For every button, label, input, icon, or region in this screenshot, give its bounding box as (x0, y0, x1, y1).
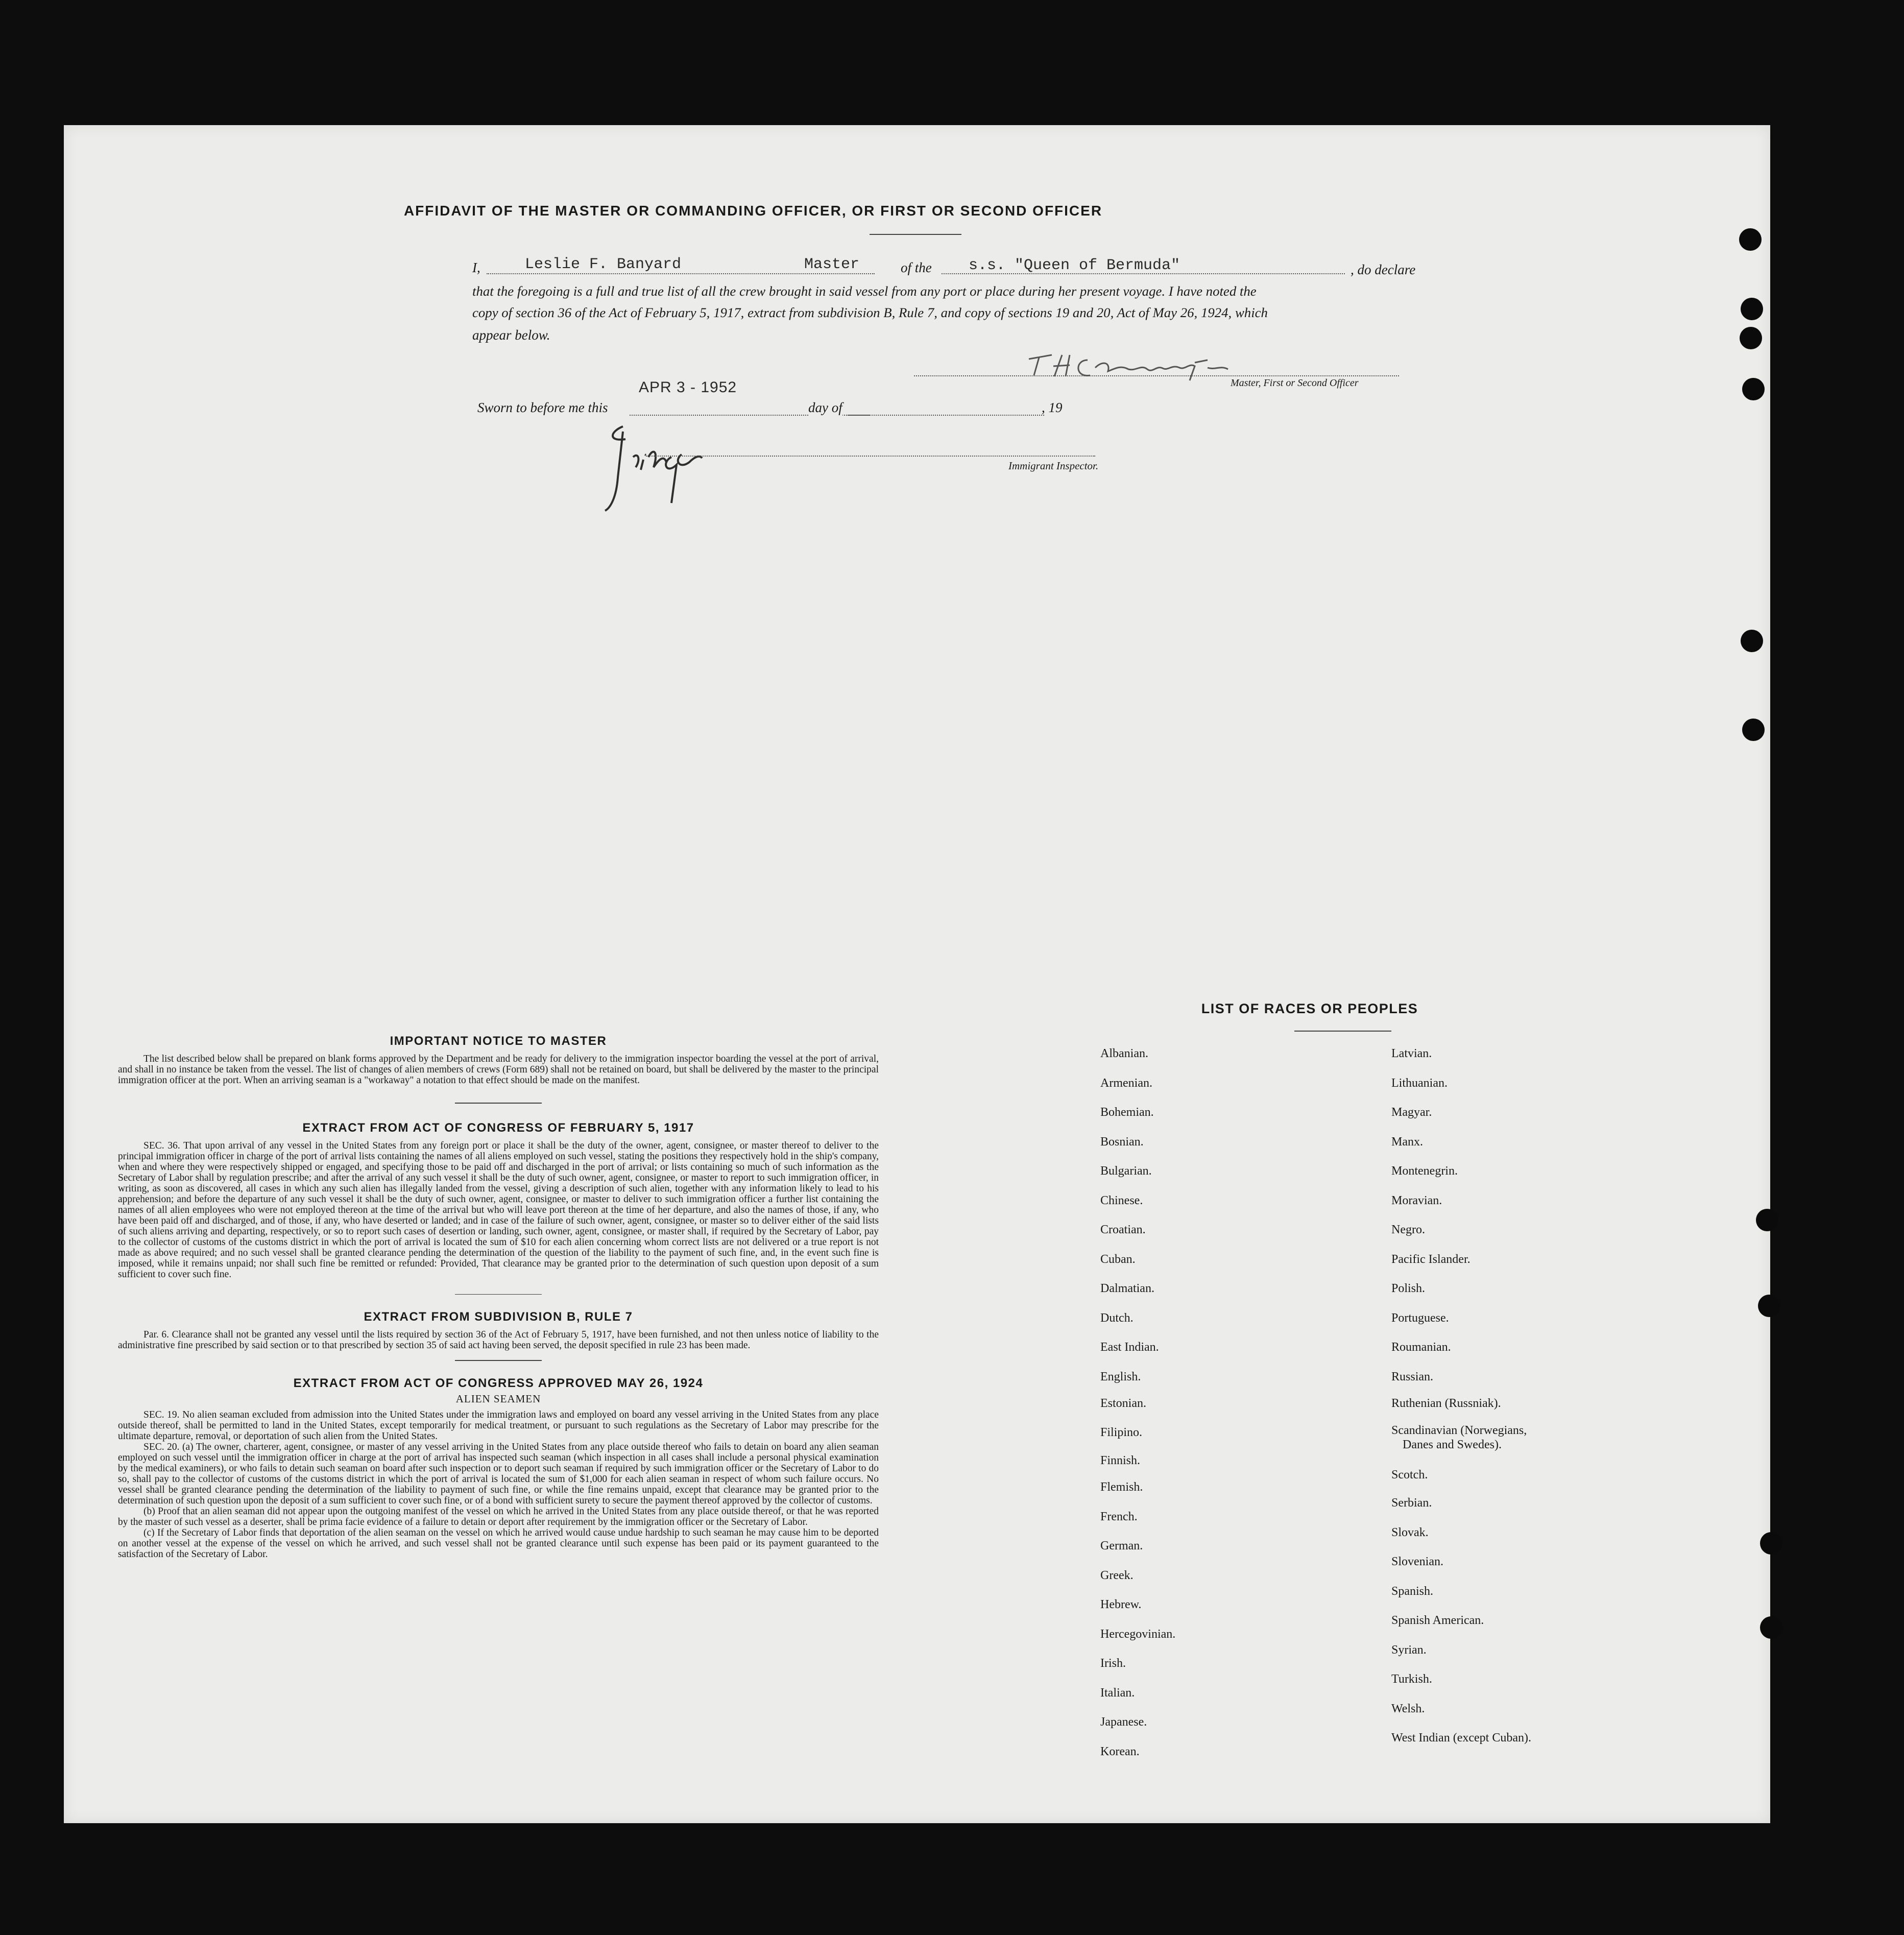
race-item: Russian. (1391, 1370, 1434, 1383)
master-name: Leslie F. Banyard (525, 256, 682, 273)
race-item: Latvian. (1391, 1047, 1432, 1060)
alien-seamen-subheading: ALIEN SEAMEN (455, 1392, 541, 1405)
race-item: Bosnian. (1100, 1135, 1144, 1149)
race-item: Danes and Swedes). (1403, 1438, 1502, 1451)
race-item: Scandinavian (Norwegians, (1391, 1424, 1527, 1437)
sec-20c-text: (c) If the Secretary of Labor finds that deportation of the alien seaman on the vessel on which he arrived would cause undue hardship to such seaman he may cause him to be deported on another vessel at the expense of the vessel on which he arrived, and such vessel shall not be granted clearance until such expense has been paid or its payment guaranteed to the satisfaction of the Secretary of Labor. (118, 1527, 879, 1560)
race-item: Moravian. (1391, 1193, 1442, 1207)
master-caption: Master, First or Second Officer (1231, 377, 1359, 389)
races-right-column (1391, 1039, 1531, 1753)
notice-text: The list described below shall be prepared on blank forms approved by the Department and be ready for delivery to the immigration inspector boarding the vessel at the port of arrival, and shall in no instance be taken from the vessel. The list of changes of alien members of crews (Form 689) shall not be retained on board, but shall be delivered by the master to the principal immigration officer at the port. When an arriving seaman is a "workaway" a notation to that effect should be made on the manifest. (118, 1054, 879, 1086)
punch-hole (1742, 378, 1765, 400)
race-item: Bulgarian. (1100, 1164, 1152, 1178)
race-item: Flemish. (1100, 1480, 1143, 1494)
punch-hole (1739, 228, 1762, 251)
race-item: Greek. (1100, 1568, 1134, 1582)
divider (870, 234, 961, 235)
of-the-label: of the (901, 260, 932, 275)
punch-hole (1760, 1532, 1782, 1555)
race-item: Spanish. (1391, 1584, 1434, 1598)
race-item: Negro. (1391, 1223, 1425, 1236)
race-item: Dutch. (1100, 1311, 1134, 1325)
race-item: Lithuanian. (1391, 1076, 1448, 1090)
date-stamp: APR 3 - 1952 (639, 379, 737, 396)
inspector-signature (595, 411, 789, 513)
race-item: Ruthenian (Russniak). (1391, 1396, 1501, 1410)
race-item: Finnish. (1100, 1454, 1141, 1467)
race-item: Pacific Islander. (1391, 1252, 1471, 1266)
sec-20a-text: SEC. 20. (a) The owner, charterer, agent, consignee, or master of any vessel arriving in the United States from any place outside thereof who fails to detain on board any alien seaman employed on such vessel until the immigration officer in charge at the port of arrival has inspected such seaman (which inspection in all cases shall include a personal physical examination by the medical examiners), or who fails to detain such seaman on board after such inspection or to deport such seaman if required by such immigration officer or the Secretary of Labor to do so, shall pay to the collector of customs of the customs district in which the port of arrival is located the sum of $1,000 for each alien seaman in respect of whom such failure occurs. No vessel shall be granted clearance pending the determination of the liability to payment of such fine, or while the fine remains unpaid, except that clearance may be granted prior to the determination of such question upon the deposit of a sum sufficient to cover such fine, or of a bond with sufficient surety to secure the payment thereof approved by the collector of customs. (118, 1441, 879, 1506)
race-item: Syrian. (1391, 1643, 1427, 1657)
race-item: Slovak. (1391, 1525, 1429, 1539)
race-item: Turkish. (1391, 1673, 1432, 1686)
divider (1294, 1031, 1391, 1032)
race-item: Croatian. (1100, 1223, 1146, 1236)
race-item: Roumanian. (1391, 1341, 1451, 1354)
do-declare-label: , do declare (1351, 262, 1416, 277)
race-item: Korean. (1100, 1745, 1140, 1758)
race-item: German. (1100, 1539, 1143, 1552)
punch-hole (1741, 298, 1763, 320)
sworn-month-line (848, 415, 1044, 416)
affidavit-line-3: copy of section 36 of the Act of February 5, 1917, extract from subdivision B, Rule 7, and copy of sections 19 and 20, Act of May 26, 1924, which (472, 305, 1268, 320)
punch-hole (1741, 630, 1763, 652)
race-item: Magyar. (1391, 1106, 1432, 1119)
sec-19-text: SEC. 19. No alien seaman excluded from admission into the United States under the immigration laws and employed on board any vessel arriving in the United States from any place outside thereof, shall be permitted to land in the United States, except temporarily for medical treatment, or pursuant to such regulations as the Secretary of Labor may prescribe for the ultimate departure, removal, or deportation of such alien from the United States. (118, 1409, 879, 1442)
race-item: East Indian. (1100, 1341, 1159, 1354)
divider (455, 1103, 542, 1104)
race-item: Japanese. (1100, 1715, 1147, 1729)
punch-hole (1756, 1209, 1778, 1231)
race-item: Manx. (1391, 1135, 1423, 1149)
vessel-name: s.s. "Queen of Bermuda" (969, 257, 1180, 274)
race-item: Montenegrin. (1391, 1164, 1458, 1178)
race-item: Cuban. (1100, 1252, 1136, 1266)
extract-1917-heading: EXTRACT FROM ACT OF CONGRESS OF FEBRUARY 5, 1917 (302, 1120, 694, 1135)
race-item: Estonian. (1100, 1396, 1146, 1410)
master-rank: Master (804, 256, 860, 273)
day-of-label: day of (808, 397, 842, 418)
notices-column (118, 1034, 879, 1560)
extract-1917-text: SEC. 36. That upon arrival of any vessel in the United States from any foreign port or place it shall be the duty of the owner, agent, consignee, or master thereof to deliver to the principal immigration officer in charge of the port of arrival lists containing the names of all aliens employed on such vessel, stating the positions they respectively hold in the ship's company, when and where they were respectively shipped or engaged, and specifying those to be paid off and discharged in the port of arrival; or lists containing so much of such information as the Secretary of Labor shall by regulation prescribe; and after the arrival of any such vessel it shall be the duty of such owner, agent, consignee, or master to report to such immigration officer, in writing, as soon as discovered, all cases in which any such alien has illegally landed from the vessel, giving a description of such alien, together with any information likely to lead to his apprehension; and before the departure of any such vessel it shall be the duty of such owner, agent, consignee, or master to deliver to such immigration officer a further list containing the names of all alien employees who were not employed thereon at the time of the arrival but who will leave port thereon at the time of her departure, and also the names of those, if any, who have been paid off and discharged, and of those, if any, who have deserted or landed; and in case of the failure of such owner, agent, consignee, or master so to deliver either of the said lists of such aliens arriving and departing, respectively, or so to report such cases of desertion or landing, such owner, agent, consignee, or master shall, if required by the Secretary of Labor, pay to the collector of customs of the customs district in which the port of arrival is located the sum of $10 for each alien concerning whom correct lists are not delivered or a true report is not made as above required; and no such vessel shall be granted clearance pending the determination of the question of the liability to the payment of such fine, and, in the event such fine is imposed, while it remains unpaid; nor shall such fine be remitted or refunded: Provided, That clearance may be granted prior to the determination of such question upon deposit of a sum sufficient to cover such fine. (118, 1140, 879, 1280)
race-item: Dalmatian. (1100, 1282, 1154, 1295)
name-field-line (487, 273, 875, 274)
document-page (64, 125, 1770, 1823)
race-item: French. (1100, 1510, 1138, 1523)
race-item: Portuguese. (1391, 1311, 1449, 1325)
punch-hole (1760, 1616, 1782, 1639)
race-item: Filipino. (1100, 1426, 1143, 1439)
race-item: Serbian. (1391, 1496, 1432, 1510)
punch-hole (1758, 1295, 1780, 1317)
race-item: Hebrew. (1100, 1598, 1142, 1611)
sec-20b-text: (b) Proof that an alien seaman did not appear upon the outgoing manifest of the vessel on which he arrived in the United States from any place outside thereof, or that he was reported by the master of such vessel as a deserter, shall be prima facie evidence of a failure to detain or deport after requirement by the immigration officer or the Secretary of Labor. (118, 1506, 879, 1527)
races-heading: LIST OF RACES OR PEOPLES (1201, 1001, 1418, 1016)
race-item: Albanian. (1100, 1047, 1148, 1060)
extract-rule7-text: Par. 6. Clearance shall not be granted any vessel until the lists required by section 36 of the Act of February 5, 1917, have been furnished, and not then unless notice of liability to the administrative fine prescribed by said section or to that prescribed by section 35 of said act having been served, the deposit specified in rule 23 has been made. (118, 1329, 879, 1351)
punch-hole (1742, 719, 1765, 741)
race-item: Polish. (1391, 1282, 1426, 1295)
affidavit-line-4: appear below. (472, 327, 550, 343)
races-left-column (1100, 1039, 1175, 1766)
extract-rule7-heading: EXTRACT FROM SUBDIVISION B, RULE 7 (364, 1310, 633, 1324)
sworn-label: Sworn to before me this (477, 400, 608, 415)
race-item: Scotch. (1391, 1468, 1428, 1482)
punch-hole (1740, 327, 1762, 349)
inspector-signature-line (646, 456, 1095, 457)
divider (455, 1294, 542, 1295)
race-item: Italian. (1100, 1686, 1135, 1700)
race-item: Hercegovinian. (1100, 1627, 1176, 1641)
year-label: , 19 (1042, 400, 1063, 415)
race-item: Spanish American. (1391, 1614, 1484, 1627)
race-item: Slovenian. (1391, 1555, 1443, 1568)
race-item: English. (1100, 1370, 1141, 1383)
race-item: Welsh. (1391, 1702, 1425, 1715)
i-label: I, (472, 260, 480, 275)
extract-1924-heading: EXTRACT FROM ACT OF CONGRESS APPROVED MAY 26, 1924 (293, 1376, 704, 1390)
race-item: West Indian (except Cuban). (1391, 1731, 1531, 1745)
notice-heading: IMPORTANT NOTICE TO MASTER (390, 1034, 607, 1048)
affidavit-title: AFFIDAVIT OF THE MASTER OR COMMANDING OFFICER, OR FIRST OR SECOND OFFICER (403, 203, 1103, 219)
race-item: Armenian. (1100, 1076, 1152, 1090)
inspector-caption: Immigrant Inspector. (1008, 460, 1099, 472)
race-item: Irish. (1100, 1657, 1126, 1670)
divider (455, 1360, 542, 1361)
affidavit-line-2: that the foregoing is a full and true list of all the crew brought in said vessel from any port or place during her present voyage. I have noted the (472, 283, 1257, 299)
race-item: Chinese. (1100, 1193, 1143, 1207)
race-item: Bohemian. (1100, 1106, 1154, 1119)
